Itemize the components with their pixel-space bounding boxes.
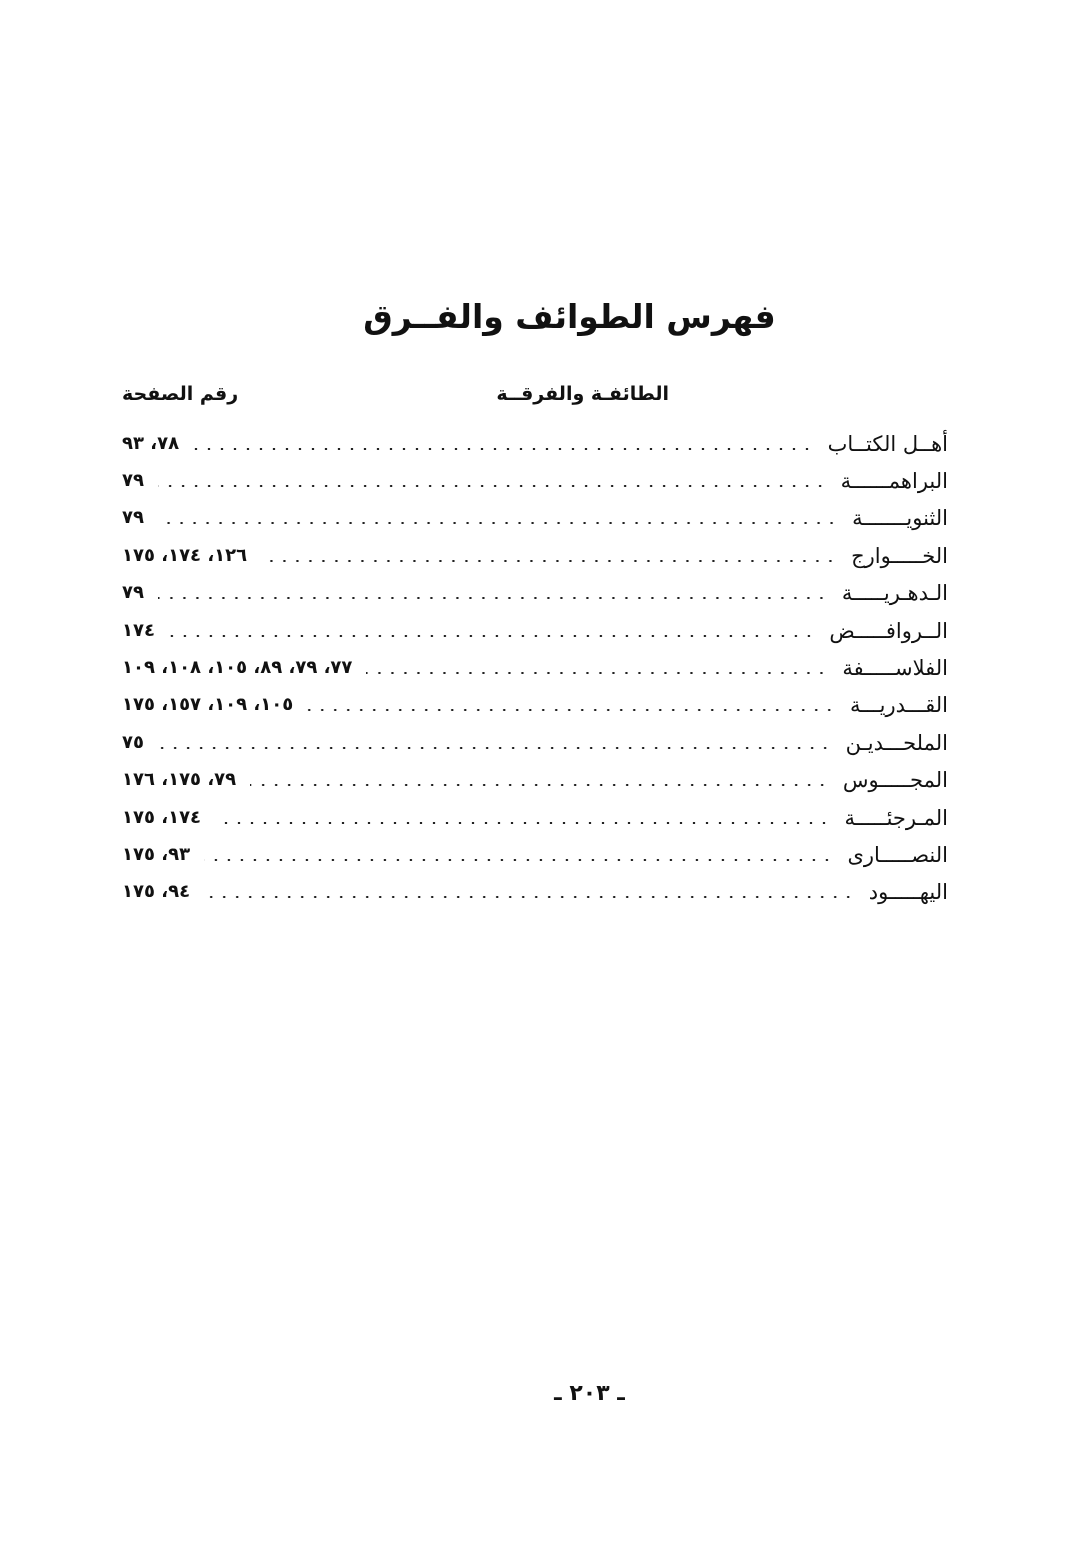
entry-name: الخـــــوارج (851, 543, 948, 568)
index-entry (122, 687, 948, 724)
entry-pages: ١٢٦، ١٧٤، ١٧٥ (122, 544, 248, 566)
entry-name: المـرجئـــــة (844, 805, 948, 830)
entry-pages: ٧٧، ٧٩، ٨٩، ١٠٥، ١٠٨، ١٠٩ (122, 657, 353, 679)
dot-leader (307, 709, 836, 711)
entry-pages: ١٧٤ (122, 619, 155, 641)
dot-leader (158, 485, 827, 487)
index-entry (122, 836, 948, 873)
index-entry (122, 762, 948, 799)
entry-name: القـــدريـــة (849, 693, 948, 718)
index-entry (122, 425, 948, 462)
entry-name: الثنويـــــــة (852, 506, 948, 531)
dot-leader (158, 597, 828, 599)
entry-name: البراهمــــــة (840, 469, 948, 494)
entry-pages: ٧٩، ١٧٥، ١٧٦ (122, 769, 237, 791)
page-column-header: رقم الصفحة (122, 383, 239, 405)
index-entry (122, 575, 948, 612)
index-entry (122, 500, 948, 537)
dot-leader (204, 859, 833, 861)
entry-name: أهــل الكتــاب (827, 431, 948, 456)
sect-column-header: الطائفـة والفرقــة (496, 383, 669, 405)
entry-name: الــروافـــــض (829, 618, 948, 643)
index-entry (122, 724, 948, 761)
dot-leader (169, 635, 815, 637)
dot-leader (261, 560, 837, 562)
entry-pages: ٧٥ (122, 731, 144, 753)
index-entry (122, 612, 948, 649)
entry-pages: ٧٩ (122, 470, 144, 492)
page-title: فهرس الطوائف والفــرق (363, 297, 776, 336)
index-entry (122, 537, 948, 574)
dot-leader (158, 522, 838, 524)
entry-name: الفلاســـــفة (842, 656, 948, 681)
dot-leader (250, 784, 829, 786)
dot-leader (158, 747, 832, 749)
entry-pages: ١٧٤، ١٧٥ (122, 806, 202, 828)
entry-pages: ٧٨، ٩٣ (122, 432, 180, 454)
dot-leader (366, 672, 828, 674)
index-list (122, 425, 948, 911)
entry-name: اليهـــــود (868, 880, 948, 905)
index-entry (122, 462, 948, 499)
entry-pages: ٩٣، ١٧٥ (122, 843, 191, 865)
index-entry (122, 874, 948, 911)
entry-name: النصـــــارى (847, 842, 948, 867)
index-entry (122, 799, 948, 836)
dot-leader (215, 822, 831, 824)
entry-pages: ٧٩ (122, 582, 144, 604)
dot-leader (204, 896, 855, 898)
dot-leader (193, 448, 813, 450)
entry-pages: ١٠٥، ١٠٩، ١٥٧، ١٧٥ (122, 694, 294, 716)
entry-name: الـدهـريـــــة (841, 581, 948, 606)
entry-name: الملحـــديـن (845, 730, 948, 755)
entry-pages: ٧٩ (122, 507, 144, 529)
entry-pages: ٩٤، ١٧٥ (122, 881, 191, 903)
page-number: ـ ٢٠٣ ـ (554, 1381, 625, 1406)
index-entry (122, 649, 948, 686)
entry-name: المجـــــوس (842, 768, 948, 793)
